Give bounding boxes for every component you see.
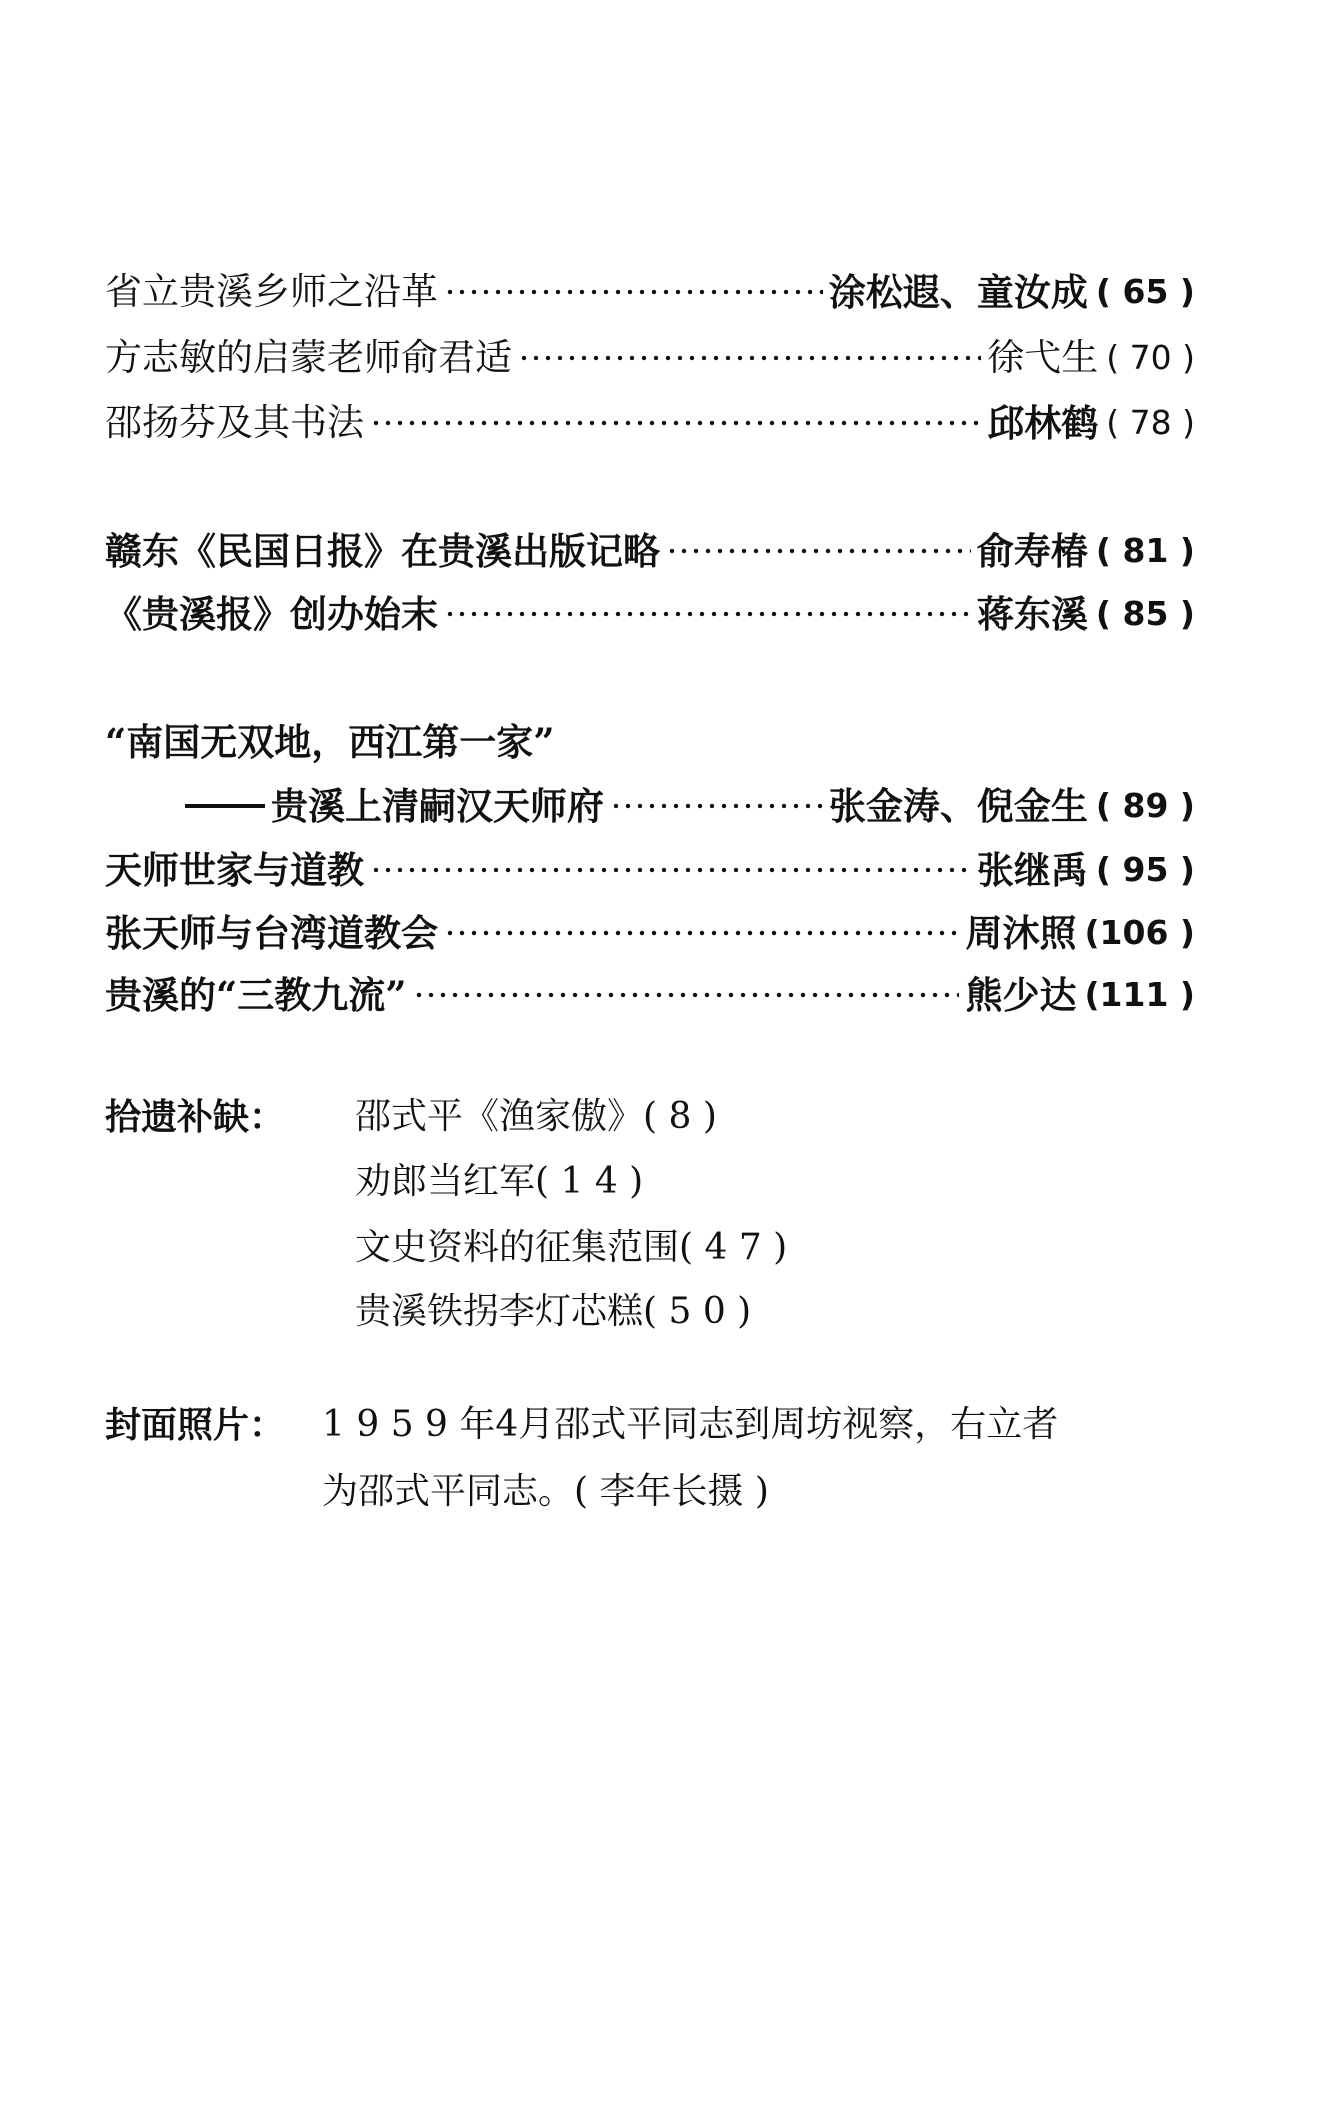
toc-entry-page: ( 85 ) [1095, 594, 1195, 633]
dot-leader [444, 929, 959, 937]
toc-entry-page: ( 95 ) [1095, 850, 1195, 889]
toc-entry-author: 俞寿椿 [976, 529, 1088, 573]
supplement-item: 邵式平《渔家傲》( 8 ) [355, 1096, 717, 1137]
section-heading: “南国无双地，西江第一家” [105, 720, 555, 764]
toc-entry [105, 840, 1195, 900]
toc-entry-page: ( 70 ) [1106, 338, 1195, 377]
toc-entry-title: 《贵溪报》创办始末 [105, 592, 438, 636]
toc-entry-author: 蒋东溪 [976, 592, 1088, 636]
toc-entry [185, 776, 1195, 836]
supplement-item: 贵溪铁拐李灯芯糕( 5 0 ) [355, 1291, 752, 1332]
dot-leader [444, 610, 971, 618]
toc-entry-page: ( 81 ) [1095, 531, 1195, 570]
dot-leader [610, 802, 823, 810]
cover-label: 封面照片： [105, 1404, 286, 1446]
toc-entry-title: 贵溪的“三教九流” [105, 973, 407, 1017]
toc-entry-author: 张金涛、倪金生 [828, 784, 1088, 828]
toc-entry-title: 方志敏的启蒙老师俞君适 [105, 336, 512, 379]
toc-entry-author: 徐弋生 [987, 336, 1099, 379]
toc-entry-page: (111 ) [1084, 975, 1195, 1014]
dot-leader [370, 419, 981, 427]
toc-entry-title: 天师世家与道教 [105, 848, 364, 892]
toc-entry-author: 周沐照 [965, 911, 1077, 955]
toc-entry-page: ( 65 ) [1095, 272, 1195, 311]
toc-entry-title: 邵扬芬及其书法 [105, 401, 364, 444]
em-dash [185, 804, 265, 808]
toc-entry [105, 521, 1195, 581]
supplement-label: 拾遗补缺： [105, 1096, 286, 1138]
toc-entry-author: 邱林鹤 [987, 401, 1099, 445]
toc-entry-title: 贵溪上清嗣汉天师府 [271, 784, 604, 828]
toc-entry-author: 张继禹 [976, 848, 1088, 892]
cover-caption-line1: 1 9 5 9 年4月邵式平同志到周坊视察，右立者 [322, 1404, 1059, 1445]
dot-leader [518, 354, 981, 362]
toc-entry-title: 赣东《民国日报》在贵溪出版记略 [105, 529, 660, 573]
toc-entry [105, 328, 1195, 388]
toc-entry [105, 903, 1195, 963]
toc-entry-author: 涂松遐、童汝成 [828, 270, 1088, 314]
toc-entry-page: (106 ) [1084, 913, 1195, 952]
cover-caption-line2: 为邵式平同志。( 李年长摄 ) [322, 1471, 769, 1512]
dot-leader [370, 866, 971, 874]
supplement-item: 文史资料的征集范围( 4 7 ) [355, 1227, 788, 1268]
dot-leader [666, 547, 971, 555]
supplement-item: 劝郎当红军( 1 4 ) [355, 1161, 644, 1202]
toc-entry [105, 393, 1195, 453]
toc-entry [105, 262, 1195, 322]
toc-entry-page: ( 89 ) [1095, 786, 1195, 825]
toc-entry-title: 张天师与台湾道教会 [105, 911, 438, 955]
toc-entry [105, 965, 1195, 1025]
toc-entry-page: ( 78 ) [1106, 403, 1195, 442]
dot-leader [413, 991, 960, 999]
dot-leader [444, 288, 823, 296]
toc-entry-author: 熊少达 [965, 973, 1077, 1017]
toc-entry-title: 省立贵溪乡师之沿革 [105, 270, 438, 313]
toc-entry [105, 584, 1195, 644]
